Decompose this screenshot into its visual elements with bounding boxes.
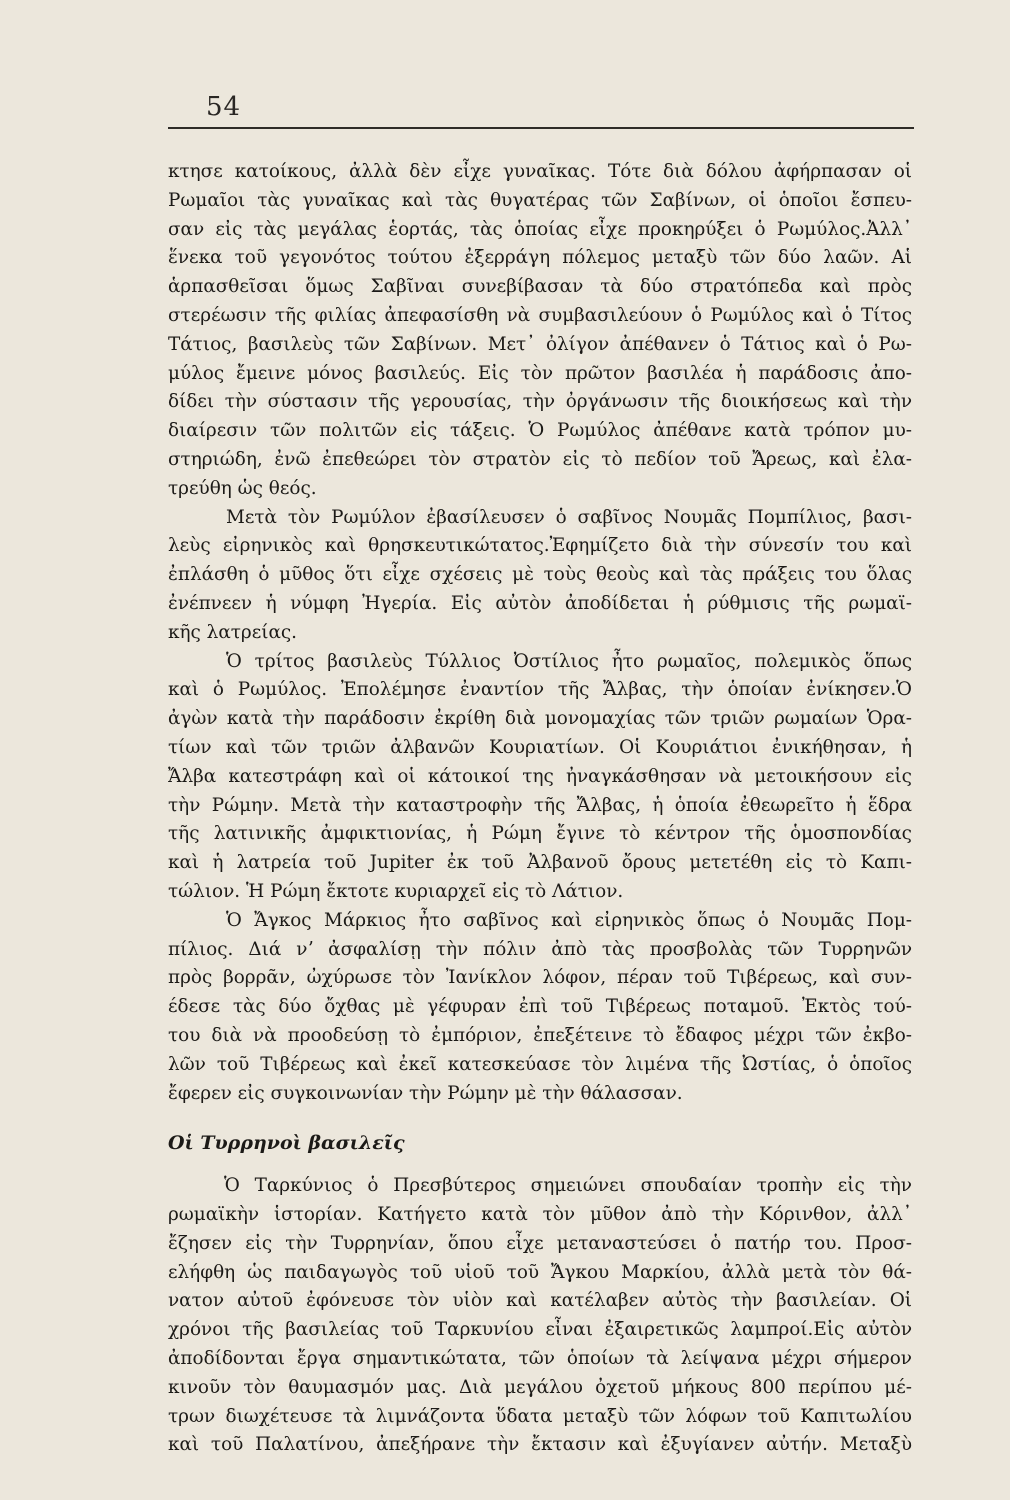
section-spacer [168,1108,912,1128]
text-line: μύλος ἔμεινε μόνος βασιλεύς. Εἰς τὸν πρῶτον βασιλέα ἡ παράδοσις ἀπο- [168,362,912,384]
text-line: ἀγὼν κατὰ τὴν παράδοσιν ἐκρίθη διὰ μονομαχίας τῶν τριῶν ρωμαίων Ὁρα- [168,708,912,730]
text-line: δίδει τὴν σύστασιν τῆς γερουσίας, τὴν ὀργάνωσιν τῆς διοικήσεως καὶ τὴν [168,391,912,413]
text-line: στηριώδη, ἐνῶ ἐπεθεώρει τὸν στρατὸν εἰς τὸ πεδίον τοῦ Ἄρεως, καὶ ἐλα- [168,448,912,470]
body-text [168,158,912,1460]
text-line: Μετὰ τὸν Ρωμύλον ἐβασίλευσεν ὁ σαβῖνος Νουμᾶς Πομπίλιος, βασι- [226,506,912,528]
text-line: κτησε κατοίκους, ἀλλὰ δὲν εἶχε γυναῖκας. Τότε διὰ δόλου ἀφήρπασαν οἱ [168,161,912,182]
paragraph-5 [168,1172,912,1460]
text-line: τρων διωχέτευσε τὰ λιμνάζοντα ὕδατα μεταξὺ τῶν λόφων τοῦ Καπιτωλίου [168,1405,912,1427]
text-line: Ὁ τρίτος βασιλεὺς Τύλλιος Ὀστίλιος ἦτο ρωμαῖος, πολεμικὸς ὅπως [226,650,912,672]
text-line: ἕνεκα τοῦ γεγονότος τούτου ἐξερράγη πόλεμος μεταξὺ τῶν δύο λαῶν. Αἱ [168,247,912,269]
text-line: κινοῦν τὸν θαυμασμόν μας. Διὰ μεγάλου ὀχετοῦ μήκους 800 περίπου μέ- [168,1376,912,1398]
paragraph-1 [168,158,912,504]
paragraph-4 [168,907,912,1109]
text-line: λῶν τοῦ Τιβέρεως καὶ ἐκεῖ κατεσκεύασε τὸν λιμένα τῆς Ὠστίας, ὁ ὁποῖος [168,1053,912,1075]
text-line: ἐπλάσθη ὁ μῦθος ὅτι εἶχε σχέσεις μὲ τοὺς θεοὺς καὶ τὰς πράξεις του ὅλας [168,564,912,586]
text-line: καὶ ὁ Ρωμύλος. Ἐπολέμησε ἐναντίον τῆς Ἄλβας, τὴν ὁποίαν ἐνίκησεν.Ὁ [168,679,912,701]
text-line: κῆς λατρείας. [168,621,298,643]
text-line: τώλιον. Ἡ Ρώμη ἔκτοτε κυριαρχεῖ εἰς τὸ Λάτιον. [168,880,624,902]
text-line: ρωμαϊκὴν ἱστορίαν. Κατήγετο κατὰ τὸν μῦθον ἀπὸ τὴν Κόρινθον, ἀλλ᾽ [168,1204,912,1226]
text-line: Ὁ Ταρκύνιος ὁ Πρεσβύτερος σημειώνει σπουδαίαν τροπὴν εἰς τὴν [224,1175,912,1197]
page-number: 54 [206,92,242,122]
text-line: χρόνοι τῆς βασιλείας τοῦ Ταρκυνίου εἶναι ἐξαιρετικῶς λαμπροί.Εἰς αὐτὸν [168,1319,912,1341]
paragraph-2 [168,504,912,648]
text-line: Τάτιος, βασιλεὺς τῶν Σαβίνων. Μετ᾽ ὀλίγον ἀπέθανεν ὁ Τάτιος καὶ ὁ Ρω- [168,333,912,355]
section-heading: Οἱ Τυρρηνοὶ βασιλεῖς [168,1132,405,1155]
header-rule [168,127,914,129]
text-line: τὴν Ρώμην. Μετὰ τὴν καταστροφὴν τῆς Ἄλβας, ἡ ὁποία ἐθεωρεῖτο ἡ ἕδρα [168,794,912,816]
text-line: καὶ τοῦ Παλατίνου, ἀπεξήρανε τὴν ἔκτασιν καὶ ἐξυγίανεν αὐτήν. Μεταξὺ [168,1434,912,1456]
text-line: Ἄλβα κατεστράφη καὶ οἱ κάτοικοί της ἠναγκάσθησαν νὰ μετοικήσουν εἰς [168,765,912,787]
text-line: σαν εἰς τὰς μεγάλας ἑορτάς, τὰς ὁποίας εἶχε προκηρύξει ὁ Ρωμύλος.Ἀλλ᾽ [168,218,912,240]
text-line: ἐνέπνεεν ἡ νύμφη Ἠγερία. Εἰς αὐτὸν ἀποδίδεται ἡ ρύθμισις τῆς ρωμαϊ- [168,592,912,614]
text-line: πρὸς βορρᾶν, ὠχύρωσε τὸν Ἰανίκλον λόφον, πέραν τοῦ Τιβέρεως, καὶ συν- [168,967,912,989]
text-line: Ὁ Ἄγκος Μάρκιος ἦτο σαβῖνος καὶ εἰρηνικὸς ὅπως ὁ Νουμᾶς Πομ- [226,909,912,931]
text-line: ἔφερεν εἰς συγκοινωνίαν τὴν Ρώμην μὲ τὴν θάλασσαν. [168,1082,683,1104]
text-line: πίλιος. Διά νʼ ἀσφαλίσῃ τὴν πόλιν ἀπὸ τὰς προσβολὰς τῶν Τυρρηνῶν [168,938,912,960]
text-line: νατον αὐτοῦ ἐφόνευσε τὸν υἱὸν καὶ κατέλαβεν αὐτὸς τὴν βασιλείαν. Οἱ [168,1290,912,1312]
text-line: ἔζησεν εἰς τὴν Τυρρηνίαν, ὅπου εἶχε μεταναστεύσει ὁ πατήρ του. Προσ- [168,1232,912,1254]
text-line: τρεύθη ὡς θεός. [168,477,317,499]
text-line: ἁρπασθεῖσαι ὅμως Σαβῖναι συνεβίβασαν τὰ δύο στρατόπεδα καὶ πρὸς [168,276,912,298]
paragraph-3 [168,648,912,907]
text-line: ελήφθη ὡς παιδαγωγὸς τοῦ υἱοῦ τοῦ Ἄγκου Μαρκίου, ἀλλὰ μετὰ τὸν θά- [168,1261,912,1283]
text-line: ἀποδίδονται ἔργα σημαντικώτατα, τῶν ὁποίων τὰ λείψανα μέχρι σήμερον [168,1348,912,1370]
text-line: έδεσε τὰς δύο ὄχθας μὲ γέφυραν ἐπὶ τοῦ Τιβέρεως ποταμοῦ. Ἐκτὸς τού- [168,996,912,1018]
text-line: καὶ ἡ λατρεία τοῦ Jupiter ἐκ τοῦ Ἀλβανοῦ ὄρους μετετέθη εἰς τὸ Καπι- [168,852,912,874]
text-line: Ρωμαῖοι τὰς γυναῖκας καὶ τὰς θυγατέρας τῶν Σαβίνων, οἱ ὁποῖοι ἔσπευ- [168,189,912,211]
text-line: στερέωσιν τῆς φιλίας ἀπεφασίσθη νὰ συμβασιλεύουν ὁ Ρωμύλος καὶ ὁ Τίτος [168,304,912,326]
text-line: του διὰ νὰ προοδεύσῃ τὸ ἐμπόριον, ἐπεξέτεινε τὸ ἔδαφος μέχρι τῶν ἐκβο- [168,1024,912,1046]
text-line: τίων καὶ τῶν τριῶν ἀλβανῶν Κουριατίων. Οἱ Κουριάτιοι ἐνικήθησαν, ἡ [168,736,912,758]
text-line: διαίρεσιν τῶν πολιτῶν εἰς τάξεις. Ὁ Ρωμύλος ἀπέθανε κατὰ τρόπον μυ- [168,420,912,442]
text-line: τῆς λατινικῆς ἀμφικτιονίας, ἡ Ρώμη ἔγινε τὸ κέντρον τῆς ὁμοσπονδίας [168,823,912,845]
text-line: λεὺς εἰρηνικὸς καὶ θρησκευτικώτατος.Ἐφημίζετο διὰ τὴν σύνεσίν του καὶ [168,535,912,557]
